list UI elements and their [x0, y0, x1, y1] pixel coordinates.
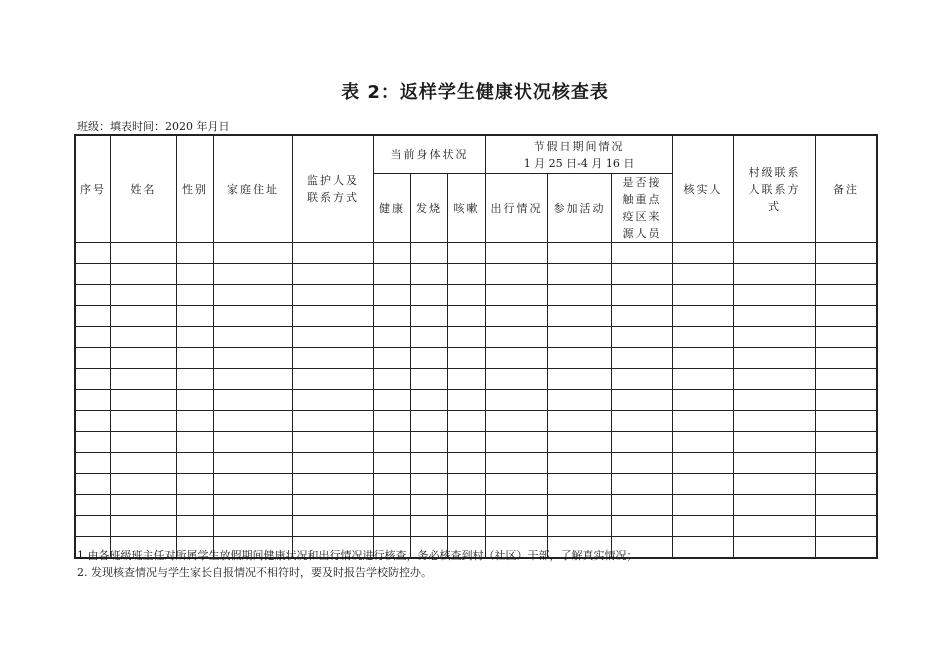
table-cell[interactable] [411, 369, 448, 390]
header-address: 家庭住址 [214, 136, 293, 243]
table-cell[interactable] [816, 285, 877, 306]
table-cell[interactable] [111, 516, 177, 537]
table-cell[interactable] [411, 411, 448, 432]
table-cell[interactable] [214, 285, 293, 306]
table-row [76, 411, 877, 432]
table-cell[interactable] [76, 264, 111, 285]
table-cell[interactable] [816, 411, 877, 432]
table-cell[interactable] [612, 285, 673, 306]
table-cell[interactable] [612, 306, 673, 327]
table-cell[interactable] [673, 474, 734, 495]
table-cell[interactable] [448, 495, 486, 516]
table-cell[interactable] [293, 327, 374, 348]
table-cell[interactable] [548, 495, 612, 516]
table-cell[interactable] [612, 348, 673, 369]
table-cell[interactable] [448, 306, 486, 327]
table-cell[interactable] [214, 264, 293, 285]
table-row [76, 390, 877, 411]
header-travel: 出行情况 [486, 174, 548, 243]
table-cell[interactable] [612, 369, 673, 390]
table-cell[interactable] [548, 285, 612, 306]
table-row [76, 327, 877, 348]
table-cell[interactable] [214, 495, 293, 516]
table-cell[interactable] [177, 369, 214, 390]
table-cell[interactable] [448, 453, 486, 474]
table-cell[interactable] [734, 327, 816, 348]
table-cell[interactable] [293, 390, 374, 411]
table-cell[interactable] [374, 474, 411, 495]
table-cell[interactable] [76, 453, 111, 474]
table-cell[interactable] [486, 411, 548, 432]
table-cell[interactable] [177, 348, 214, 369]
table-cell[interactable] [293, 411, 374, 432]
table-cell[interactable] [214, 243, 293, 264]
table-cell[interactable] [214, 516, 293, 537]
header-fever: 发烧 [411, 174, 448, 243]
table-cell[interactable] [816, 495, 877, 516]
header-holiday-title: 节假日期间情况 [533, 139, 625, 153]
table-row [76, 264, 877, 285]
header-current-health: 当前身体状况 [374, 136, 486, 174]
header-gender: 性别 [177, 136, 214, 243]
note-1: 1.由各班级班主任对所属学生放假期间健康状况和出行情况进行核查，务必核查到村（社区）干部，了解真实情况； [77, 549, 638, 562]
table-cell[interactable] [177, 390, 214, 411]
table-cell[interactable] [177, 411, 214, 432]
table-cell[interactable] [411, 264, 448, 285]
table-cell[interactable] [486, 432, 548, 453]
table-cell[interactable] [111, 306, 177, 327]
table-cell[interactable] [177, 285, 214, 306]
table-cell[interactable] [374, 495, 411, 516]
header-guardian: 监护人及联系方式 [293, 136, 374, 243]
table-cell[interactable] [177, 243, 214, 264]
table-cell[interactable] [293, 306, 374, 327]
table-cell[interactable] [448, 264, 486, 285]
table-cell[interactable] [612, 327, 673, 348]
table-cell[interactable] [411, 327, 448, 348]
table-cell[interactable] [411, 306, 448, 327]
table-cell[interactable] [411, 495, 448, 516]
table-cell[interactable] [411, 243, 448, 264]
table-cell[interactable] [816, 369, 877, 390]
table-cell[interactable] [111, 495, 177, 516]
table-cell[interactable] [816, 348, 877, 369]
table-cell[interactable] [486, 453, 548, 474]
header-remarks: 备注 [816, 136, 877, 243]
table-cell[interactable] [486, 369, 548, 390]
table-cell[interactable] [486, 516, 548, 537]
table-cell[interactable] [111, 285, 177, 306]
table-cell[interactable] [673, 327, 734, 348]
table-cell[interactable] [411, 432, 448, 453]
table-cell[interactable] [486, 348, 548, 369]
table-cell[interactable] [411, 390, 448, 411]
table-cell[interactable] [816, 474, 877, 495]
table-cell[interactable] [111, 327, 177, 348]
table-cell[interactable] [111, 474, 177, 495]
table-cell[interactable] [76, 495, 111, 516]
table-cell[interactable] [816, 390, 877, 411]
table-row [76, 432, 877, 453]
table-cell[interactable] [734, 474, 816, 495]
table-cell[interactable] [111, 348, 177, 369]
table-cell[interactable] [214, 390, 293, 411]
table-cell[interactable] [374, 453, 411, 474]
table-cell[interactable] [111, 432, 177, 453]
header-seq: 序号 [76, 136, 111, 243]
table-cell[interactable] [374, 264, 411, 285]
table-cell[interactable] [548, 369, 612, 390]
table-cell[interactable] [816, 537, 877, 558]
table-cell[interactable] [374, 327, 411, 348]
table-cell[interactable] [76, 306, 111, 327]
table-body [76, 243, 877, 558]
table-cell[interactable] [293, 516, 374, 537]
table-cell[interactable] [673, 411, 734, 432]
table-cell[interactable] [111, 369, 177, 390]
table-cell[interactable] [177, 495, 214, 516]
table-cell[interactable] [448, 516, 486, 537]
table-row [76, 474, 877, 495]
table-cell[interactable] [673, 495, 734, 516]
table-cell[interactable] [673, 285, 734, 306]
table-cell[interactable] [293, 453, 374, 474]
table-cell[interactable] [673, 306, 734, 327]
table-cell[interactable] [734, 411, 816, 432]
table-cell[interactable] [816, 306, 877, 327]
table-cell[interactable] [177, 432, 214, 453]
table-cell[interactable] [486, 285, 548, 306]
notes [77, 547, 638, 581]
table-cell[interactable] [76, 369, 111, 390]
table-cell[interactable] [673, 537, 734, 558]
table-cell[interactable] [76, 516, 111, 537]
table-cell[interactable] [816, 453, 877, 474]
table-cell[interactable] [177, 264, 214, 285]
table-cell[interactable] [448, 369, 486, 390]
table-cell[interactable] [76, 348, 111, 369]
table-cell[interactable] [374, 369, 411, 390]
table-cell[interactable] [548, 264, 612, 285]
table-cell[interactable] [673, 243, 734, 264]
table-row [76, 243, 877, 264]
table-cell[interactable] [214, 369, 293, 390]
table-cell[interactable] [448, 432, 486, 453]
table-cell[interactable] [486, 327, 548, 348]
header-name: 姓名 [111, 136, 177, 243]
table-cell[interactable] [486, 264, 548, 285]
table-cell[interactable] [76, 243, 111, 264]
table-cell[interactable] [486, 306, 548, 327]
table-cell[interactable] [548, 243, 612, 264]
table-cell[interactable] [448, 243, 486, 264]
table-cell[interactable] [816, 327, 877, 348]
table-cell[interactable] [214, 453, 293, 474]
table-row [76, 369, 877, 390]
table-cell[interactable] [411, 474, 448, 495]
table-cell[interactable] [612, 264, 673, 285]
table-cell[interactable] [293, 474, 374, 495]
table-cell[interactable] [177, 327, 214, 348]
table-cell[interactable] [76, 432, 111, 453]
table-cell[interactable] [111, 243, 177, 264]
table-cell[interactable] [374, 390, 411, 411]
table-cell[interactable] [293, 264, 374, 285]
table-row [76, 453, 877, 474]
table-cell[interactable] [612, 243, 673, 264]
page-title: 表 2：返样学生健康状况核查表 [341, 82, 609, 103]
table-cell[interactable] [816, 516, 877, 537]
header-health-ok: 健康 [374, 174, 411, 243]
table-cell[interactable] [734, 306, 816, 327]
table-cell[interactable] [548, 306, 612, 327]
table-cell[interactable] [111, 453, 177, 474]
table-cell[interactable] [293, 432, 374, 453]
table-row [76, 285, 877, 306]
table-cell[interactable] [548, 348, 612, 369]
table-cell[interactable] [76, 285, 111, 306]
table-cell[interactable] [734, 348, 816, 369]
table-cell[interactable] [177, 474, 214, 495]
table-cell[interactable] [374, 348, 411, 369]
table-cell[interactable] [486, 243, 548, 264]
table-cell[interactable] [214, 432, 293, 453]
header-verifier: 核实人 [673, 136, 734, 243]
table-cell[interactable] [411, 285, 448, 306]
table-cell[interactable] [214, 411, 293, 432]
table-cell[interactable] [486, 495, 548, 516]
table-cell[interactable] [816, 432, 877, 453]
table-cell[interactable] [734, 516, 816, 537]
table-cell[interactable] [374, 243, 411, 264]
table-cell[interactable] [111, 390, 177, 411]
table-cell[interactable] [612, 453, 673, 474]
table-cell[interactable] [214, 306, 293, 327]
table-cell[interactable] [411, 348, 448, 369]
table-cell[interactable] [673, 390, 734, 411]
table-cell[interactable] [76, 390, 111, 411]
table-cell[interactable] [448, 474, 486, 495]
table-cell[interactable] [448, 285, 486, 306]
table-cell[interactable] [816, 264, 877, 285]
table-cell[interactable] [612, 474, 673, 495]
table-cell[interactable] [411, 453, 448, 474]
table-cell[interactable] [673, 369, 734, 390]
table-row [76, 516, 877, 537]
table-cell[interactable] [673, 348, 734, 369]
table-cell[interactable] [612, 495, 673, 516]
table-cell[interactable] [673, 264, 734, 285]
table-cell[interactable] [448, 411, 486, 432]
table-row [76, 348, 877, 369]
table-cell[interactable] [548, 327, 612, 348]
table-cell[interactable] [673, 432, 734, 453]
table-cell[interactable] [177, 453, 214, 474]
table-cell[interactable] [374, 411, 411, 432]
table-row [76, 495, 877, 516]
table-cell[interactable] [214, 327, 293, 348]
table-cell[interactable] [673, 516, 734, 537]
table-cell[interactable] [486, 390, 548, 411]
table-cell[interactable] [816, 243, 877, 264]
class-and-date-line: 班级：填表时间：2020 年月日 [77, 120, 230, 133]
note-2: 2. 发现核查情况与学生家长自报情况不相符时，要及时报告学校防控办。 [77, 566, 432, 579]
table-cell[interactable] [548, 453, 612, 474]
table-cell[interactable] [548, 516, 612, 537]
header-contact-epidemic: 是否接触重点疫区来源人员 [612, 174, 673, 243]
table-cell[interactable] [448, 327, 486, 348]
header-activities: 参加活动 [548, 174, 612, 243]
table-cell[interactable] [111, 411, 177, 432]
table-cell[interactable] [734, 390, 816, 411]
table-cell[interactable] [734, 537, 816, 558]
table-cell[interactable] [734, 432, 816, 453]
table-cell[interactable] [734, 369, 816, 390]
table-cell[interactable] [76, 474, 111, 495]
table-cell[interactable] [214, 348, 293, 369]
table-cell[interactable] [411, 516, 448, 537]
table-cell[interactable] [293, 495, 374, 516]
table-cell[interactable] [612, 411, 673, 432]
header-holiday [486, 136, 673, 174]
table-cell[interactable] [214, 474, 293, 495]
table-cell[interactable] [76, 327, 111, 348]
table-cell[interactable] [374, 306, 411, 327]
table-cell[interactable] [374, 285, 411, 306]
table-cell[interactable] [177, 516, 214, 537]
table-cell[interactable] [612, 390, 673, 411]
table-cell[interactable] [673, 453, 734, 474]
table-cell[interactable] [734, 453, 816, 474]
table-cell[interactable] [548, 390, 612, 411]
table-row [76, 306, 877, 327]
table-cell[interactable] [548, 474, 612, 495]
table-cell[interactable] [612, 432, 673, 453]
table-cell[interactable] [111, 264, 177, 285]
header-cough: 咳嗽 [448, 174, 486, 243]
header-village-contact: 村级联系人联系方式 [734, 136, 816, 243]
table-cell[interactable] [734, 495, 816, 516]
table-cell[interactable] [448, 390, 486, 411]
table-cell[interactable] [293, 243, 374, 264]
table-cell[interactable] [734, 264, 816, 285]
table-cell[interactable] [734, 285, 816, 306]
table-cell[interactable] [76, 411, 111, 432]
table-cell[interactable] [612, 516, 673, 537]
header-holiday-range: 1 月 25 日-4 月 16 日 [523, 156, 635, 170]
table-cell[interactable] [293, 285, 374, 306]
table-cell[interactable] [448, 348, 486, 369]
table-cell[interactable] [374, 432, 411, 453]
table-cell[interactable] [548, 411, 612, 432]
table-cell[interactable] [374, 516, 411, 537]
table-cell[interactable] [486, 474, 548, 495]
table-cell[interactable] [548, 432, 612, 453]
table-cell[interactable] [293, 369, 374, 390]
table-cell[interactable] [293, 348, 374, 369]
health-check-table [75, 135, 877, 558]
table-cell[interactable] [734, 243, 816, 264]
table-cell[interactable] [177, 306, 214, 327]
